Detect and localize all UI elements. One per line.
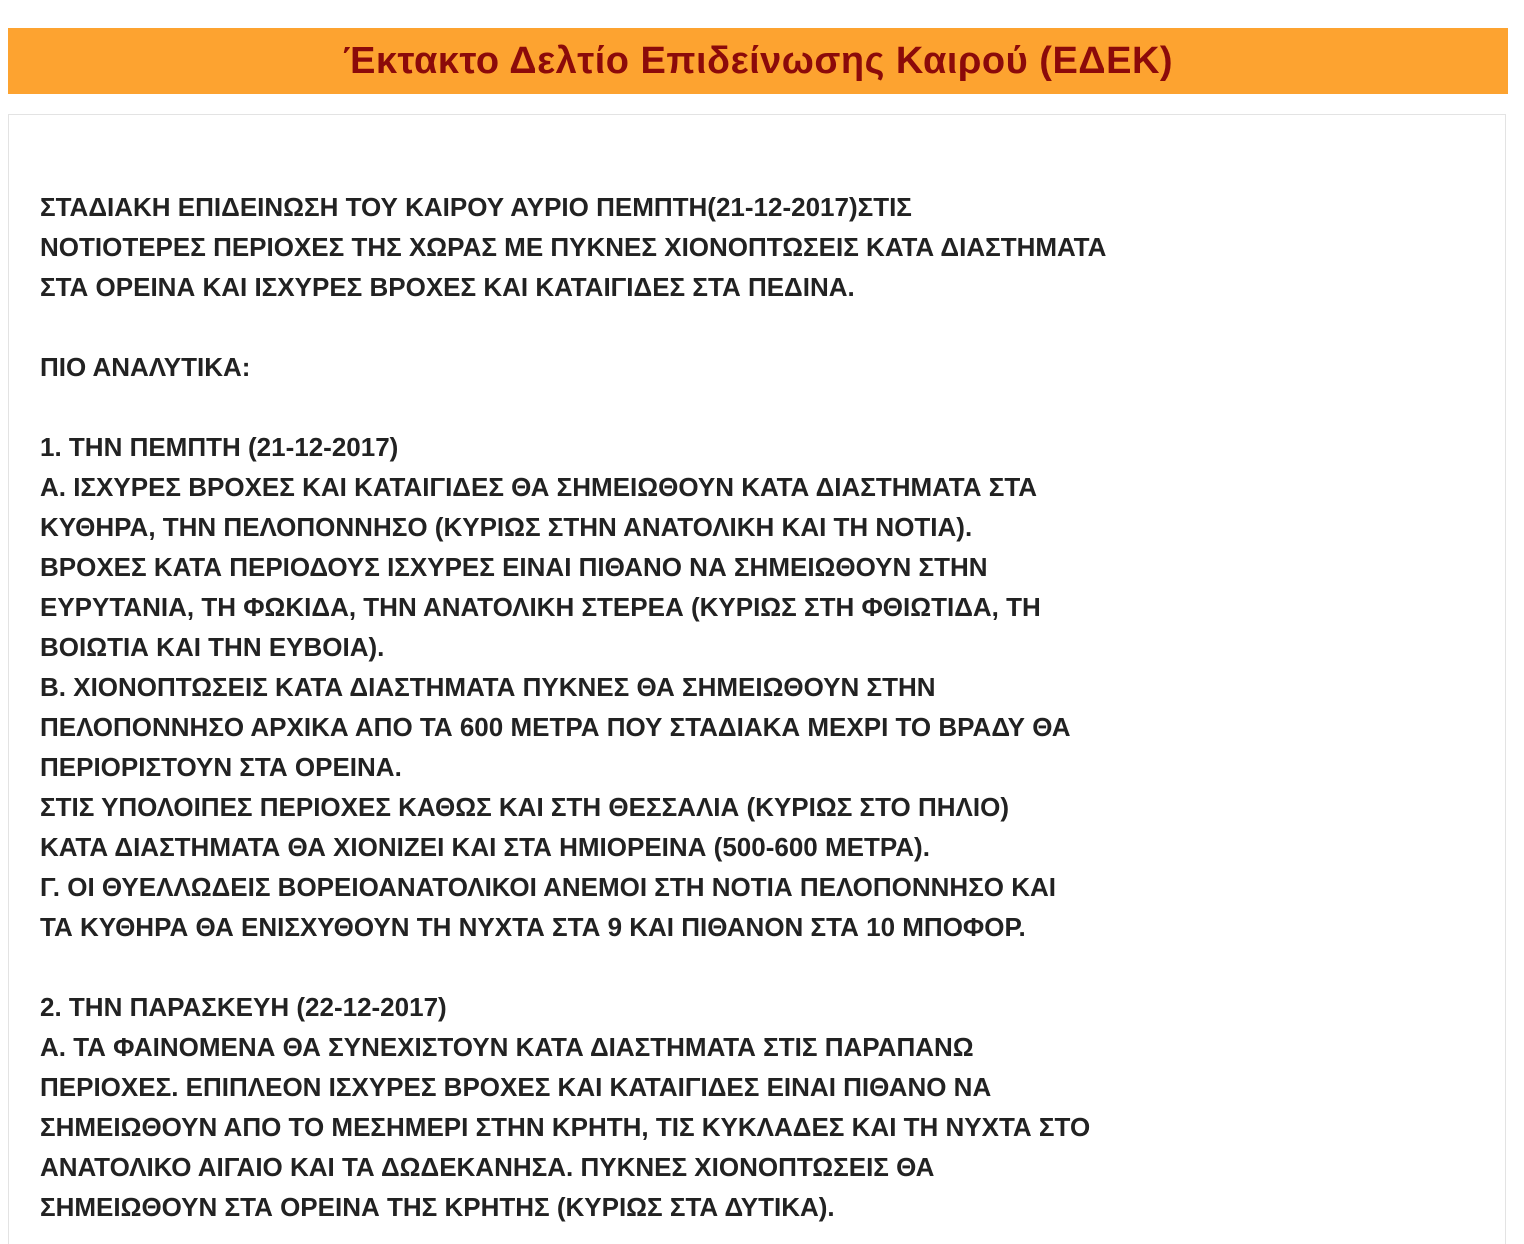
bulletin-text — [40, 187, 1340, 1227]
bulletin-line: 1. ΤΗΝ ΠΕΜΠΤΗ (21-12-2017) — [40, 432, 399, 462]
bulletin-line: Γ. ΟΙ ΘΥΕΛΛΩΔΕΙΣ ΒΟΡΕΙΟΑΝΑΤΟΛΙΚΟΙ ΑΝΕΜΟΙ ΣΤΗ ΝΟΤΙΑ ΠΕΛΟΠΟΝΝΗΣΟ ΚΑΙ — [40, 872, 1057, 902]
bulletin-title: Έκτακτο Δελτίο Επιδείνωσης Καιρού (ΕΔΕΚ) — [342, 39, 1174, 82]
bulletin-line: ΣΤΑΔΙΑΚΗ ΕΠΙΔΕΙΝΩΣΗ ΤΟΥ ΚΑΙΡΟΥ ΑΥΡΙΟ ΠΕΜΠΤΗ(21-12-2017)ΣΤΙΣ — [40, 192, 912, 222]
bulletin-line: ΠΕΡΙΟΡΙΣΤΟΥΝ ΣΤΑ ΟΡΕΙΝΑ. — [40, 752, 402, 782]
bulletin-line: 2. ΤΗΝ ΠΑΡΑΣΚΕΥΗ (22-12-2017) — [40, 992, 447, 1022]
bulletin-panel — [8, 114, 1506, 1244]
bulletin-line: Β. ΧΙΟΝΟΠΤΩΣΕΙΣ ΚΑΤΑ ΔΙΑΣΤΗΜΑΤΑ ΠΥΚΝΕΣ ΘΑ ΣΗΜΕΙΩΘΟΥΝ ΣΤΗΝ — [40, 672, 936, 702]
bulletin-line: ΑΝΑΤΟΛΙΚΟ ΑΙΓΑΙΟ ΚΑΙ ΤΑ ΔΩΔΕΚΑΝΗΣΑ. ΠΥΚΝΕΣ ΧΙΟΝΟΠΤΩΣΕΙΣ ΘΑ — [40, 1152, 935, 1182]
bulletin-paragraph — [40, 427, 1340, 947]
bulletin-line: ΠΙΟ ΑΝΑΛΥΤΙΚΑ: — [40, 352, 251, 382]
bulletin-line: Α. ΤΑ ΦΑΙΝΟΜΕΝΑ ΘΑ ΣΥΝΕΧΙΣΤΟΥΝ ΚΑΤΑ ΔΙΑΣΤΗΜΑΤΑ ΣΤΙΣ ΠΑΡΑΠΑΝΩ — [40, 1032, 974, 1062]
bulletin-line: ΤΑ ΚΥΘΗΡΑ ΘΑ ΕΝΙΣΧΥΘΟΥΝ ΤΗ ΝΥΧΤΑ ΣΤΑ 9 ΚΑΙ ΠΙΘΑΝΟΝ ΣΤΑ 10 ΜΠΟΦΟΡ. — [40, 912, 1026, 942]
bulletin-line: Α. ΙΣΧΥΡΕΣ ΒΡΟΧΕΣ ΚΑΙ ΚΑΤΑΙΓΙΔΕΣ ΘΑ ΣΗΜΕΙΩΘΟΥΝ ΚΑΤΑ ΔΙΑΣΤΗΜΑΤΑ ΣΤΑ — [40, 472, 1038, 502]
bulletin-line: ΕΥΡΥΤΑΝΙΑ, ΤΗ ΦΩΚΙΔΑ, ΤΗΝ ΑΝΑΤΟΛΙΚΗ ΣΤΕΡΕΑ (ΚΥΡΙΩΣ ΣΤΗ ΦΘΙΩΤΙΔΑ, ΤΗ — [40, 592, 1041, 622]
bulletin-line: ΝΟΤΙΟΤΕΡΕΣ ΠΕΡΙΟΧΕΣ ΤΗΣ ΧΩΡΑΣ ΜΕ ΠΥΚΝΕΣ ΧΙΟΝΟΠΤΩΣΕΙΣ ΚΑΤΑ ΔΙΑΣΤΗΜΑΤΑ — [40, 232, 1107, 262]
bulletin-line: ΣΗΜΕΙΩΘΟΥΝ ΣΤΑ ΟΡΕΙΝΑ ΤΗΣ ΚΡΗΤΗΣ (ΚΥΡΙΩΣ ΣΤΑ ΔΥΤΙΚΑ). — [40, 1192, 835, 1222]
bulletin-line: ΒΡΟΧΕΣ ΚΑΤΑ ΠΕΡΙΟΔΟΥΣ ΙΣΧΥΡΕΣ ΕΙΝΑΙ ΠΙΘΑΝΟ ΝΑ ΣΗΜΕΙΩΘΟΥΝ ΣΤΗΝ — [40, 552, 988, 582]
bulletin-line: ΚΥΘΗΡΑ, ΤΗΝ ΠΕΛΟΠΟΝΝΗΣΟ (ΚΥΡΙΩΣ ΣΤΗΝ ΑΝΑΤΟΛΙΚΗ ΚΑΙ ΤΗ ΝΟΤΙΑ). — [40, 512, 973, 542]
bulletin-line: ΣΤΙΣ ΥΠΟΛΟΙΠΕΣ ΠΕΡΙΟΧΕΣ ΚΑΘΩΣ ΚΑΙ ΣΤΗ ΘΕΣΣΑΛΙΑ (ΚΥΡΙΩΣ ΣΤΟ ΠΗΛΙΟ) — [40, 792, 1009, 822]
bulletin-paragraph — [40, 987, 1340, 1227]
bulletin-header-banner — [8, 28, 1508, 94]
bulletin-line: ΣΗΜΕΙΩΘΟΥΝ ΑΠΟ ΤΟ ΜΕΣΗΜΕΡΙ ΣΤΗΝ ΚΡΗΤΗ, ΤΙΣ ΚΥΚΛΑΔΕΣ ΚΑΙ ΤΗ ΝΥΧΤΑ ΣΤΟ — [40, 1112, 1091, 1142]
bulletin-line: ΣΤΑ ΟΡΕΙΝΑ ΚΑΙ ΙΣΧΥΡΕΣ ΒΡΟΧΕΣ ΚΑΙ ΚΑΤΑΙΓΙΔΕΣ ΣΤΑ ΠΕΔΙΝΑ. — [40, 272, 855, 302]
bulletin-line: ΒΟΙΩΤΙΑ ΚΑΙ ΤΗΝ ΕΥΒΟΙΑ). — [40, 632, 385, 662]
bulletin-paragraph — [40, 347, 1340, 387]
bulletin-paragraph — [40, 187, 1340, 307]
bulletin-line: ΠΕΡΙΟΧΕΣ. ΕΠΙΠΛΕΟΝ ΙΣΧΥΡΕΣ ΒΡΟΧΕΣ ΚΑΙ ΚΑΤΑΙΓΙΔΕΣ ΕΙΝΑΙ ΠΙΘΑΝΟ ΝΑ — [40, 1072, 992, 1102]
bulletin-line: ΚΑΤΑ ΔΙΑΣΤΗΜΑΤΑ ΘΑ ΧΙΟΝΙΖΕΙ ΚΑΙ ΣΤΑ ΗΜΙΟΡΕΙΝΑ (500-600 ΜΕΤΡΑ). — [40, 832, 930, 862]
bulletin-line: ΠΕΛΟΠΟΝΝΗΣΟ ΑΡΧΙΚΑ ΑΠΟ ΤΑ 600 ΜΕΤΡΑ ΠΟΥ ΣΤΑΔΙΑΚΑ ΜΕΧΡΙ ΤΟ ΒΡΑΔΥ ΘΑ — [40, 712, 1071, 742]
